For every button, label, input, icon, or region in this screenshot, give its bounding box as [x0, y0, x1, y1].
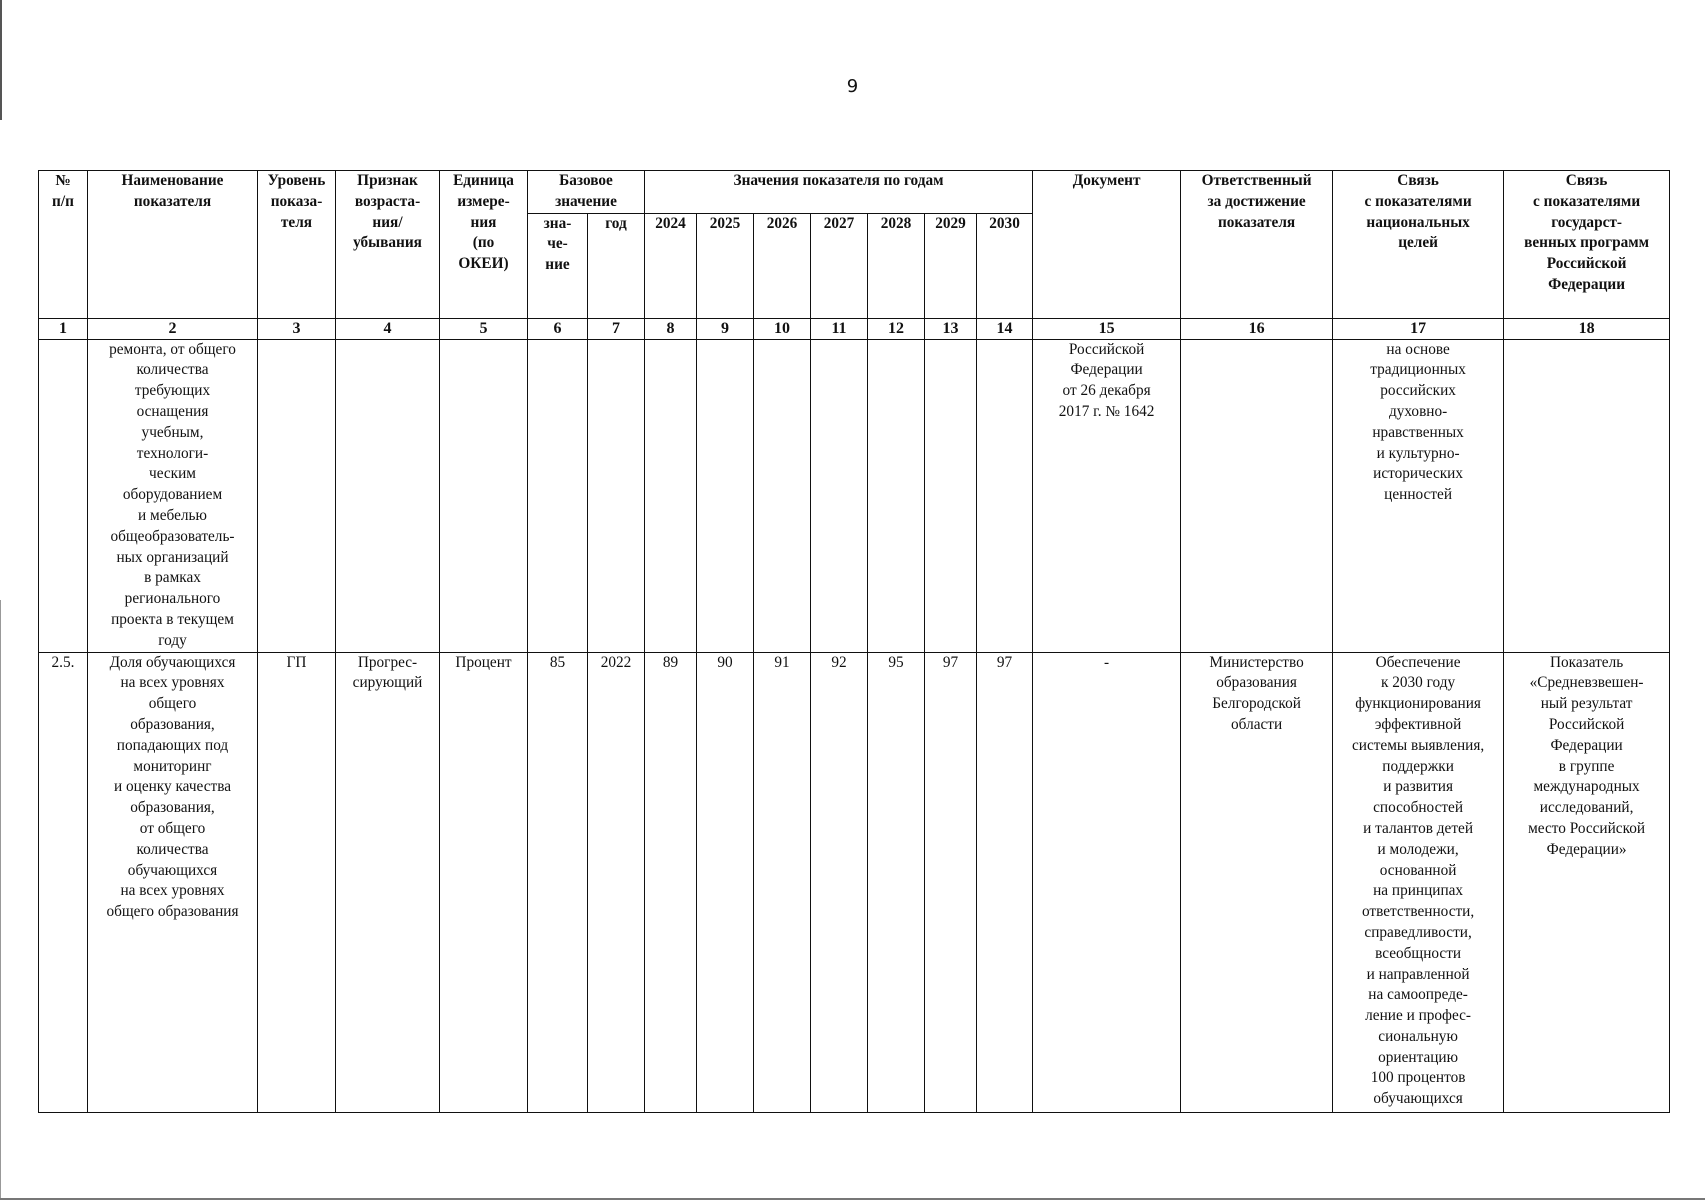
- header-trend: Признак возраста- ния/ убывания: [336, 171, 440, 319]
- column-number: 17: [1333, 318, 1504, 339]
- header-unit: Единица измере- ния (по ОКЕИ): [440, 171, 528, 319]
- column-number: 13: [925, 318, 977, 339]
- indicator-unit: [440, 339, 528, 652]
- column-number: 12: [868, 318, 925, 339]
- page-number: 9: [846, 76, 859, 97]
- header-years-group: Значения показателя по годам: [645, 171, 1033, 214]
- responsible-cell: Министерство образования Белгородской области: [1181, 652, 1333, 1112]
- indicators-table: [38, 170, 1670, 1113]
- header-year: 2026: [754, 213, 811, 318]
- column-number: 16: [1181, 318, 1333, 339]
- header-responsible: Ответственный за достижение показателя: [1181, 171, 1333, 319]
- year-value: 91: [754, 652, 811, 1112]
- column-number: 3: [258, 318, 336, 339]
- responsible-cell: [1181, 339, 1333, 652]
- indicator-level: ГП: [258, 652, 336, 1112]
- column-number: 2: [88, 318, 258, 339]
- scan-edge: [0, 600, 1, 1200]
- year-value: [925, 339, 977, 652]
- document-cell: Российской Федерации от 26 декабря 2017 г. № 1642: [1033, 339, 1181, 652]
- base-year: 2022: [588, 652, 645, 1112]
- header-base-group: Базовое значение: [528, 171, 645, 214]
- header-indicator-name: Наименование показателя: [88, 171, 258, 319]
- column-number: 1: [39, 318, 88, 339]
- year-value: 97: [925, 652, 977, 1112]
- national-goals-cell: Обеспечение к 2030 году функционирования эффективной системы выявления, поддержки и развития способностей и талантов детей и молодежи, основанной на принципах ответственности, справедливости, всеобщности и направленной на самоопреде- ление и профес- сиональную ориентацию 100 процентов обучающихся: [1333, 652, 1504, 1112]
- indicator-name: Доля обучающихся на всех уровнях общего образования, попадающих под мониторинг и оценку качества образования, от общего количества обучающихся на всех уровнях общего образования: [88, 652, 258, 1112]
- header-state-programs: Связь с показателями государст- венных программ Российской Федерации: [1504, 171, 1670, 319]
- column-number: 18: [1504, 318, 1670, 339]
- year-value: 92: [811, 652, 868, 1112]
- header-level: Уровень показа- теля: [258, 171, 336, 319]
- column-number: 6: [528, 318, 588, 339]
- indicator-trend: [336, 339, 440, 652]
- column-number: 11: [811, 318, 868, 339]
- year-value: [697, 339, 754, 652]
- table-row: [39, 339, 1670, 652]
- state-programs-cell: [1504, 339, 1670, 652]
- table-row: [39, 652, 1670, 1112]
- column-number: 7: [588, 318, 645, 339]
- column-number: 9: [697, 318, 754, 339]
- indicator-name: ремонта, от общего количества требующих оснащения учебным, технологи- ческим оборудованием и мебелью общеобразователь- ных организаций в рамках регионального проекта в текущем году: [88, 339, 258, 652]
- column-number: 10: [754, 318, 811, 339]
- base-year: [588, 339, 645, 652]
- year-value: [754, 339, 811, 652]
- header-year: 2028: [868, 213, 925, 318]
- column-number: 5: [440, 318, 528, 339]
- header-national-goals: Связь с показателями национальных целей: [1333, 171, 1504, 319]
- year-value: 90: [697, 652, 754, 1112]
- national-goals-cell: на основе традиционных российских духовно- нравственных и культурно- исторических ценностей: [1333, 339, 1504, 652]
- year-value: 89: [645, 652, 697, 1112]
- base-value: 85: [528, 652, 588, 1112]
- row-num: 2.5.: [39, 652, 88, 1112]
- indicator-trend: Прогрес- сирующий: [336, 652, 440, 1112]
- header-year: 2030: [977, 213, 1033, 318]
- document-cell: -: [1033, 652, 1181, 1112]
- year-value: 95: [868, 652, 925, 1112]
- base-value: [528, 339, 588, 652]
- header-document: Документ: [1033, 171, 1181, 319]
- header-year: 2024: [645, 213, 697, 318]
- header-base-value: зна- че- ние: [528, 213, 588, 318]
- year-value: [868, 339, 925, 652]
- indicator-level: [258, 339, 336, 652]
- column-number: 8: [645, 318, 697, 339]
- state-programs-cell: Показатель «Средневзвешен- ный результат Российской Федерации в группе международных исследований, место Российской Федерации»: [1504, 652, 1670, 1112]
- year-value: [977, 339, 1033, 652]
- header-year: 2025: [697, 213, 754, 318]
- year-value: [645, 339, 697, 652]
- header-year: 2027: [811, 213, 868, 318]
- header-num: № п/п: [39, 171, 88, 319]
- column-number: 14: [977, 318, 1033, 339]
- row-num: [39, 339, 88, 652]
- year-value: 97: [977, 652, 1033, 1112]
- header-base-year: год: [588, 213, 645, 318]
- column-number: 4: [336, 318, 440, 339]
- column-numbers-row: [39, 318, 1670, 339]
- header-year: 2029: [925, 213, 977, 318]
- column-number: 15: [1033, 318, 1181, 339]
- scan-edge: [0, 0, 2, 120]
- year-value: [811, 339, 868, 652]
- indicator-unit: Процент: [440, 652, 528, 1112]
